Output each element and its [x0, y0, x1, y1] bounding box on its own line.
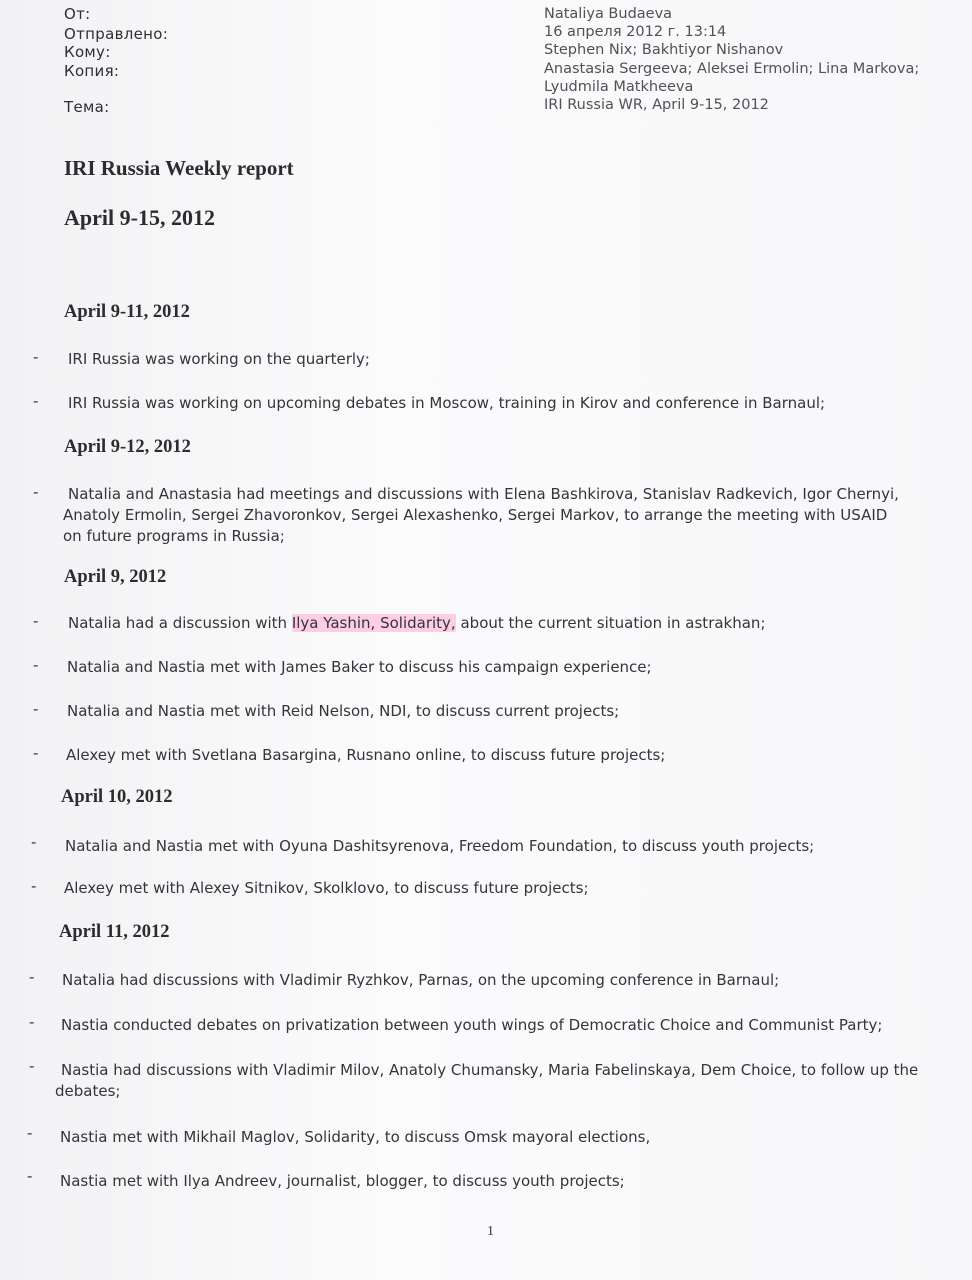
- list-item: Nastia met with Ilya Andreev, journalist, blogger, to discuss youth projects;: [60, 1172, 625, 1190]
- to-label: Кому:: [64, 43, 111, 61]
- list-item: Nastia conducted debates on privatization between youth wings of Democratic Choice and Communist Party;: [61, 1016, 883, 1034]
- cc-label: Копия:: [64, 62, 120, 80]
- sent-label: Отправлено:: [64, 25, 169, 43]
- list-item: IRI Russia was working on upcoming debates in Moscow, training in Kirov and conference in Barnaul;: [68, 394, 826, 412]
- subject-label: Тема:: [64, 98, 110, 116]
- section-heading: April 9-11, 2012: [64, 302, 190, 322]
- bullet-dash: -: [33, 612, 39, 630]
- bullet-dash: -: [33, 700, 39, 718]
- sent-value: 16 апреля 2012 г. 13:14: [544, 24, 727, 40]
- bullet-dash: -: [29, 1013, 35, 1031]
- section-heading: April 10, 2012: [61, 787, 173, 807]
- section-heading: April 9-12, 2012: [64, 437, 191, 457]
- bullet-dash: -: [27, 1167, 33, 1185]
- list-item-text: about the current situation in astrakhan;: [460, 614, 766, 632]
- bullet-dash: -: [29, 968, 35, 986]
- highlighted-text: Ilya Yashin, Solidarity,: [291, 614, 456, 632]
- list-item: Natalia and Nastia met with Oyuna Dashitsyrenova, Freedom Foundation, to discuss youth projects;: [65, 837, 815, 855]
- list-item: Alexey met with Svetlana Basargina, Rusnano online, to discuss future projects;: [66, 746, 666, 764]
- list-item: Nastia had discussions with Vladimir Milov, Anatoly Chumansky, Maria Fabelinskaya, Dem Choice, to follow up the debates;: [55, 1061, 919, 1100]
- subject-value: IRI Russia WR, April 9-15, 2012: [544, 97, 769, 113]
- bullet-dash: -: [33, 483, 39, 501]
- section-heading: April 9, 2012: [64, 567, 167, 587]
- from-label: От:: [64, 5, 91, 23]
- bullet-dash: -: [27, 1124, 33, 1142]
- list-item-text: Natalia had a discussion with: [68, 614, 288, 632]
- report-period: April 9-15, 2012: [64, 205, 215, 230]
- from-value: Nataliya Budaeva: [544, 6, 673, 22]
- bullet-dash: -: [33, 392, 39, 410]
- bullet-dash: -: [33, 656, 39, 674]
- bullet-dash: -: [31, 877, 37, 895]
- list-item: Alexey met with Alexey Sitnikov, Skolklovo, to discuss future projects;: [64, 879, 589, 897]
- bullet-dash: -: [29, 1057, 35, 1075]
- bullet-dash: -: [33, 744, 39, 762]
- list-item: Natalia had discussions with Vladimir Ryzhkov, Parnas, on the upcoming conference in Barnaul;: [62, 971, 780, 989]
- list-item: Nastia met with Mikhail Maglov, Solidarity, to discuss Omsk mayoral elections,: [60, 1128, 651, 1146]
- list-item: Natalia and Anastasia had meetings and discussions with Elena Bashkirova, Stanislav Radkevich, Igor Chernyi, Anatoly Ermolin, Sergei Zhavoronkov, Sergei Alexashenko, Sergei Markov, to arrange the meeting with USAID on future programs in Russia;: [63, 485, 899, 545]
- page-number: 1: [487, 1224, 494, 1239]
- bullet-dash: -: [31, 833, 37, 851]
- cc-value-line1: Anastasia Sergeeva; Aleksei Ermolin; Lina Markova;: [544, 61, 920, 77]
- cc-value-line2: Lyudmila Matkheeva: [544, 79, 694, 95]
- report-title: IRI Russia Weekly report: [64, 156, 294, 180]
- list-item: IRI Russia was working on the quarterly;: [68, 350, 370, 368]
- list-item: Natalia and Nastia met with James Baker to discuss his campaign experience;: [67, 658, 652, 676]
- section-heading: April 11, 2012: [59, 922, 170, 942]
- list-item: [68, 613, 928, 634]
- bullet-dash: -: [33, 348, 39, 366]
- to-value: Stephen Nix; Bakhtiyor Nishanov: [544, 42, 784, 58]
- list-item: Natalia and Nastia met with Reid Nelson, NDI, to discuss current projects;: [67, 702, 620, 720]
